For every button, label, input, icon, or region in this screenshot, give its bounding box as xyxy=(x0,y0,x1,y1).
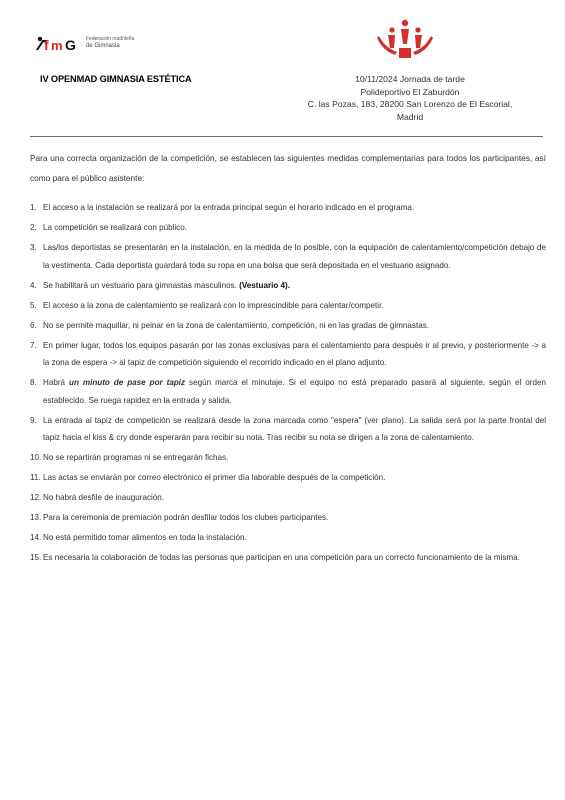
svg-text:G: G xyxy=(65,37,76,53)
rule-text xyxy=(43,489,546,507)
rule-number: 8. xyxy=(30,378,37,387)
rule-text-segment: El acceso a la zona de calentamiento se realizará con lo imprescindible para calentar/competir. xyxy=(43,300,384,310)
org-logo-line2: de Gimnasia xyxy=(86,43,120,49)
event-date: 10/11/2024 Jornada de tarde xyxy=(355,74,465,84)
fmg-logo-mark xyxy=(34,30,78,56)
intro-paragraph: Para una correcta organización de la competición, se establecen las siguientes medidas complementarias para todos los participantes, así como para el público asistente: xyxy=(30,153,546,183)
rule-text-segment: Las/los deportistas se presentarán en la instalación, en la medida de lo posible, con la equipación de calentamiento/competición debajo de la vestimenta. Cada deportista guardará toda su ropa en una bolsa que será depositada en el vestuario asignado. xyxy=(43,243,546,270)
rule-item xyxy=(30,509,546,527)
rule-number: 2. xyxy=(30,223,37,232)
rule-text-segment: Habrá xyxy=(43,378,70,387)
event-city: Madrid xyxy=(396,111,424,122)
rule-text-segment: Las actas se enviarán por correo electrónico el primer día laborable después de la competición. xyxy=(43,473,386,482)
rule-text xyxy=(43,219,546,237)
rule-item xyxy=(30,297,546,315)
rule-item xyxy=(30,337,546,372)
rule-text xyxy=(43,412,546,447)
rule-item xyxy=(30,317,546,335)
rule-text-segment: un minuto de pase por tapiz xyxy=(69,378,186,387)
rule-text xyxy=(43,469,546,487)
rule-number: 11. xyxy=(30,473,41,482)
rule-number: 7. xyxy=(30,340,37,350)
rule-item xyxy=(30,199,546,217)
rule-text xyxy=(43,277,546,295)
rule-number: 5. xyxy=(30,300,37,310)
rule-text xyxy=(43,199,546,217)
rule-text-segment: Es necesaria la colaboración de todas las personas que participan en una competición para un correcto funcionamiento de la misma. xyxy=(43,553,520,562)
rule-text-segment: El acceso a la instalación se realizará por la entrada principal según el horario indicado en el programa. xyxy=(43,203,415,212)
rule-text xyxy=(43,239,546,274)
event-title: IV OPENMAD GIMNASIA ESTÉTICA xyxy=(40,74,192,84)
event-info xyxy=(300,73,520,123)
rule-text-segment: según marca el minutaje. Si el equipo no está preparado pasará al siguiente, según el orden establecido. Se ruega rapidez en la entrada y salida. xyxy=(43,378,546,405)
rule-text-segment: Se habilitará un vestuario para gimnastas masculinos. xyxy=(43,280,240,290)
event-venue: Polideportivo El Zaburdón xyxy=(360,86,460,97)
rule-number: 4. xyxy=(30,280,37,290)
rule-text xyxy=(43,529,546,547)
rule-item xyxy=(30,489,546,507)
svg-text:m: m xyxy=(51,38,63,53)
rule-number: 3. xyxy=(30,243,37,252)
rule-text xyxy=(43,374,546,409)
rule-text xyxy=(43,449,546,467)
rule-item xyxy=(30,374,546,409)
rule-text xyxy=(43,317,546,335)
rule-text-segment: La competición se realizará con público. xyxy=(43,223,187,232)
rule-item xyxy=(30,219,546,237)
rule-item xyxy=(30,469,546,487)
fmg-logo xyxy=(34,30,144,56)
rules-list xyxy=(30,199,546,569)
header-divider xyxy=(30,136,543,137)
svg-text:f: f xyxy=(44,37,49,53)
rule-number: 15. xyxy=(30,553,42,562)
rule-text xyxy=(43,297,546,315)
comunidad-madrid-logo xyxy=(375,18,435,60)
rule-text-segment: No está permitido tomar alimentos en toda la instalación. xyxy=(43,533,247,542)
rule-item xyxy=(30,277,546,295)
rule-item xyxy=(30,449,546,467)
rule-text-segment: (Vestuario 4). xyxy=(239,280,290,290)
rule-item xyxy=(30,239,546,274)
rule-number: 12. xyxy=(30,493,42,502)
rule-number: 6. xyxy=(30,320,37,330)
rule-text-segment: No habrá desfile de inauguración. xyxy=(43,493,165,502)
rule-text-segment: No se permite maquillar, ni peinar en la zona de calentamiento, competición, ni en las gradas de gimnastas. xyxy=(43,320,430,330)
rule-text-segment: No se repartirán programas ni se entregarán fichas. xyxy=(43,453,229,462)
rule-text xyxy=(43,337,546,372)
org-logo-line1: Federación madrileña xyxy=(86,36,135,42)
event-address: C. las Pozas, 183, 28200 San Lorenzo de El Escorial, xyxy=(307,99,513,109)
rule-number: 14. xyxy=(30,533,42,542)
rule-item xyxy=(30,549,546,567)
rule-text-segment: Para la ceremonia de premiación podrán desfilar todos los clubes participantes. xyxy=(43,513,329,522)
rule-text xyxy=(43,509,546,527)
rule-item xyxy=(30,529,546,547)
rule-item xyxy=(30,412,546,447)
rule-number: 9. xyxy=(30,415,37,425)
rule-number: 13. xyxy=(30,513,42,522)
rule-number: 10. xyxy=(30,453,42,462)
rule-number: 1. xyxy=(30,203,37,212)
rule-text-segment: La entrada al tapiz de competición se realizará desde la zona marcada como "espera" (ver plano). La salida será por la parte frontal del tapiz hacia el kiss & cry donde esperarán para recibir su nota. Tras recibir su nota se dirigen a la zona de calentamiento. xyxy=(43,415,546,442)
rule-text xyxy=(43,549,546,567)
rule-text-segment: En primer lugar, todos los equipos pasarán por las zonas exclusivas para el calentamiento para después ir al previo, y posteriormente -> a la zona de espera -> al tapiz de competición siguiendo el recorrido indicado en el plano adjunto. xyxy=(43,340,546,367)
